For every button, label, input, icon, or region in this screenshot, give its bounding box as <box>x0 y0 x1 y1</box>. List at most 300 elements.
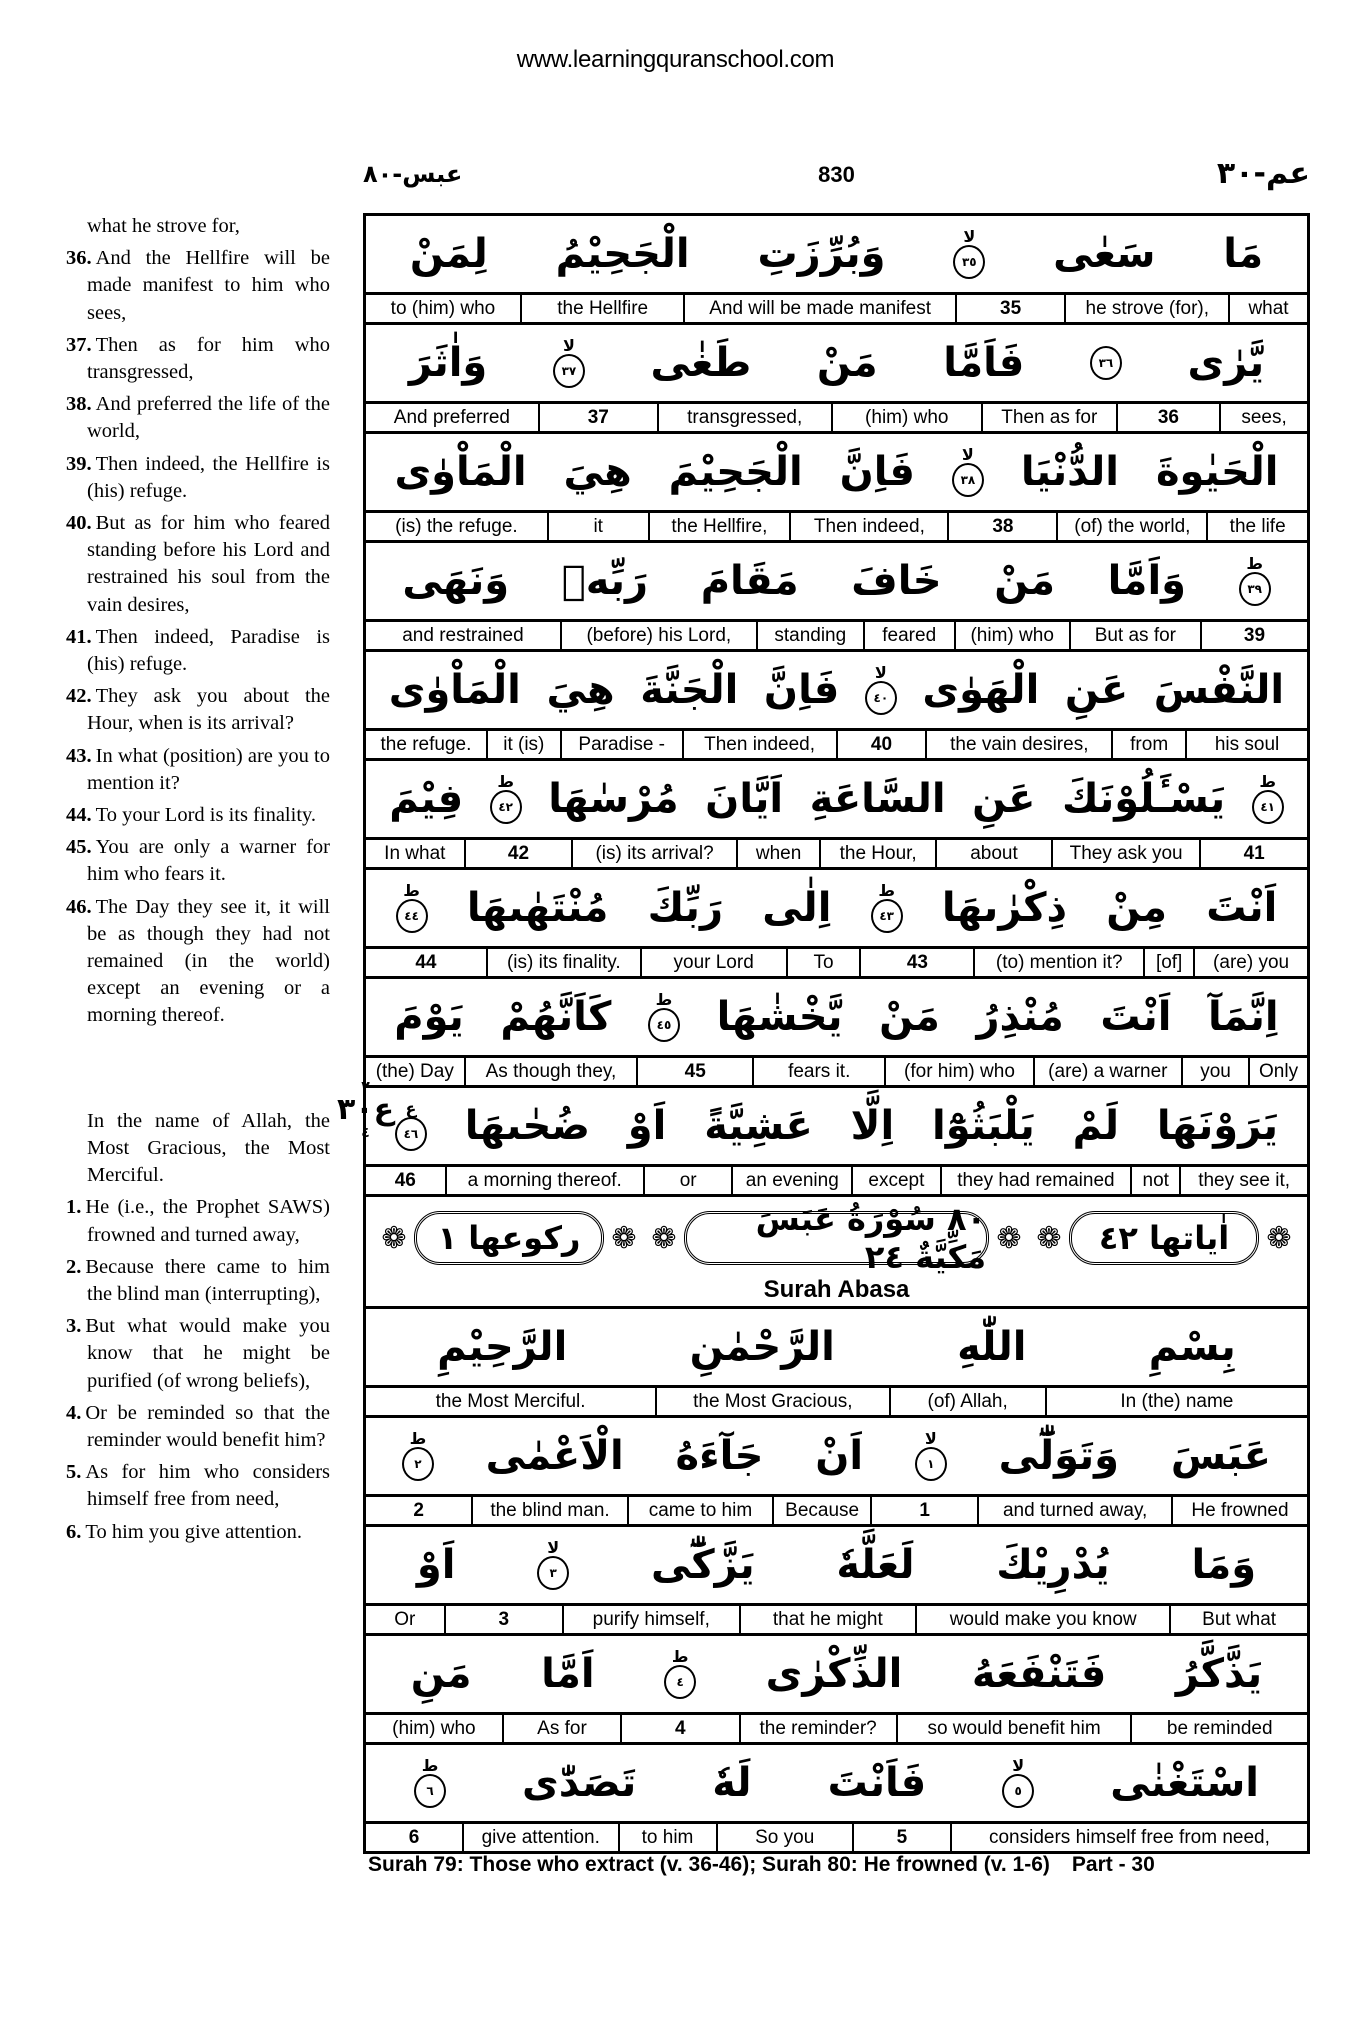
english-row <box>366 1388 1307 1418</box>
arabic-row <box>366 1745 1307 1824</box>
arabic-word: الذِّكْرٰى <box>765 1651 903 1697</box>
pause-sign: لا <box>924 1429 937 1448</box>
verse-number-cell: 37 <box>538 404 657 431</box>
arabic-row <box>366 870 1307 949</box>
word-meaning-cell: Or <box>394 1609 416 1630</box>
verse-number: 43. <box>66 744 92 767</box>
translation-verse <box>66 451 330 505</box>
verse-number-circle-icon: ٤٥ <box>648 1008 680 1042</box>
banner-frame <box>374 1200 1299 1276</box>
verse-number: 40. <box>66 512 92 535</box>
word-meaning-cell: So you <box>716 1824 852 1851</box>
word-meaning-cell: (is) its arrival? <box>571 840 736 867</box>
translation-verse <box>66 245 330 327</box>
arabic-word: تَصَدّٰى <box>522 1760 637 1806</box>
arabic-word: اَنْتَ <box>1100 994 1172 1040</box>
word-meaning-cell: and restrained <box>402 625 524 646</box>
verse-number-cell: 46 <box>394 1170 416 1191</box>
word-meaning-cell: In what <box>384 843 446 864</box>
arabic-word: يَّرٰى <box>1187 340 1265 386</box>
english-row <box>366 513 1307 543</box>
page-number: 830 <box>818 162 855 187</box>
verse-number-cell: 44 <box>415 952 437 973</box>
ruku-marker-main: ع٣٠ <box>337 1092 395 1127</box>
english-row <box>366 622 1307 652</box>
site-url: www.learningquranschool.com <box>516 46 835 73</box>
word-meaning-cell: (are) a warner <box>1033 1058 1181 1085</box>
word-meaning-cell: (the) Day <box>375 1061 454 1082</box>
arabic-word: الرَّحِيْمِ <box>437 1324 568 1370</box>
verse-translation-text: To your Lord is its finality. <box>95 804 317 827</box>
english-row <box>366 949 1307 979</box>
word-meaning-cell: not <box>1130 1167 1179 1194</box>
word-meaning-cell: Then indeed, <box>789 513 947 540</box>
arabic-word: مَنْ <box>816 340 878 386</box>
arabic-word: ذِكْرٰىهَا <box>941 885 1067 931</box>
word-meaning-cell: As though they, <box>464 1058 637 1085</box>
word-meaning-cell: an evening <box>731 1167 851 1194</box>
verse-end-marker <box>952 447 984 497</box>
pause-sign: لا <box>963 227 976 246</box>
ornament-icon: ❁ <box>1036 1221 1062 1255</box>
verse-number: 37. <box>66 333 92 356</box>
banner-surah-name: ٨٠ سُوْرَةُ عَبَسَ مَكِّيَّةٌ ٢٤ <box>684 1211 989 1265</box>
surah-header-label: عبس-٨٠ <box>363 160 463 188</box>
arabic-word: فِيْمَ <box>389 776 464 822</box>
translation-verse <box>66 683 330 737</box>
verse-number-cell: 40 <box>836 731 926 758</box>
arabic-word: فَاِنَّ <box>839 449 915 495</box>
arabic-word: بِسْمِ <box>1148 1324 1236 1370</box>
arabic-word: يَزَّكّٰٓى <box>650 1542 755 1588</box>
verse-number-circle-icon: ٣٦ <box>1090 346 1122 380</box>
word-meaning-cell: a morning thereof. <box>445 1167 643 1194</box>
word-meaning-cell: (is) the refuge. <box>395 516 518 537</box>
word-meaning-cell: came to him <box>627 1497 773 1524</box>
arabic-word: فَاَمَّا <box>943 340 1025 386</box>
arabic-word: رَبِّكَ <box>647 885 723 931</box>
arabic-word: وَنَهَى <box>402 558 510 604</box>
word-meaning-cell: fears it. <box>752 1058 884 1085</box>
translation-column <box>66 213 330 1551</box>
arabic-word: اِلٰى <box>762 885 832 931</box>
pause-sign: لا <box>547 1538 560 1557</box>
verse-translation-text: what he strove for, <box>87 215 240 237</box>
arabic-word: النَّفْسَ <box>1153 667 1285 713</box>
word-meaning-cell: what <box>1228 295 1307 322</box>
arabic-word: وَاٰثَرَ <box>408 340 488 386</box>
word-meaning-cell: (him) who <box>831 404 981 431</box>
arabic-word: الْمَاْوٰى <box>388 667 521 713</box>
arabic-word: اسْتَغْنٰى <box>1110 1760 1259 1806</box>
verse-number-cell: 38 <box>947 513 1056 540</box>
verse-number: 5. <box>66 1461 82 1484</box>
verse-translation-text: And the Hellfire will be made manifest to him who sees, <box>87 247 330 324</box>
verse-number: 44. <box>66 804 92 827</box>
verse-number: 3. <box>66 1315 82 1338</box>
arabic-word: يَّخْشٰهَا <box>716 994 843 1040</box>
english-row <box>366 1497 1307 1527</box>
verse-number: 46. <box>66 895 92 918</box>
arabic-word: اَوْ <box>416 1542 456 1588</box>
verse-end-marker <box>537 1540 569 1590</box>
arabic-word: مُرْسٰهَا <box>548 776 679 822</box>
verse-number: 41. <box>66 625 92 648</box>
verse-end-marker <box>414 1758 446 1808</box>
verse-translation-text: He (i.e., the Prophet SAWS) frowned and turned away, <box>85 1196 330 1246</box>
verse-translation-text: Then indeed, Paradise is (his) refuge. <box>87 625 330 676</box>
ruku-marker-bottom: ٤ <box>361 1125 370 1141</box>
verse-number-circle-icon: ١ <box>915 1447 947 1481</box>
verse-number-circle-icon: ٤٠ <box>865 681 897 715</box>
word-meaning-cell: it (is) <box>486 731 560 758</box>
arabic-row <box>366 652 1307 731</box>
translation-verse <box>66 510 330 619</box>
verse-translation-text: Or be reminded so that the reminder would benefit him? <box>85 1401 330 1451</box>
verse-number: 39. <box>66 452 92 475</box>
arabic-word: مَقَامَ <box>700 558 799 604</box>
arabic-word: اِلَّا <box>850 1103 895 1149</box>
verse-number-circle-icon: ٥ <box>1002 1774 1034 1808</box>
pause-sign: ط <box>403 881 420 900</box>
arabic-word: فَاِنَّ <box>763 667 840 713</box>
verse-number-cell: 36 <box>1116 404 1219 431</box>
word-meaning-cell: In (the) name <box>1045 1388 1307 1415</box>
arabic-word: مَنِ <box>410 1651 472 1697</box>
verse-number-cell: 2 <box>413 1500 424 1521</box>
word-meaning-cell: the Hour, <box>819 840 935 867</box>
arabic-row <box>366 325 1307 404</box>
word-meaning-cell: And will be made manifest <box>683 295 954 322</box>
verse-number-circle-icon: ٤١ <box>1252 790 1284 824</box>
word-meaning-cell: the reminder? <box>739 1715 896 1742</box>
translation-verse <box>66 1194 330 1248</box>
word-meaning-cell: his soul <box>1185 731 1307 758</box>
word-meaning-cell: give attention. <box>462 1824 618 1851</box>
english-row <box>366 1824 1307 1851</box>
english-row <box>366 404 1307 434</box>
arabic-word: يَوْمَ <box>394 994 464 1040</box>
word-meaning-cell: And preferred <box>393 407 510 428</box>
arabic-row <box>366 1527 1307 1606</box>
pause-sign: ط <box>497 772 514 791</box>
verse-number-cell: 41 <box>1199 840 1307 867</box>
ruku-marker-top: ٢ <box>361 1079 370 1095</box>
verse-rows-surah-80 <box>366 1309 1307 1851</box>
arabic-word: مَنْ <box>994 558 1055 604</box>
verse-number-circle-icon: ٤٦ <box>395 1117 427 1151</box>
pause-sign: ط <box>1246 554 1263 573</box>
verse-translation-text: The Day they see it, it will be as though they had not remained (in the world) except an evening or a morning thereof. <box>87 895 330 1027</box>
arabic-word: الْاَعْمٰى <box>485 1433 624 1479</box>
arabic-word: يَرَوْنَهَا <box>1156 1103 1279 1149</box>
verse-number-cell: 42 <box>464 840 572 867</box>
arabic-word: اللّٰهِ <box>957 1324 1027 1370</box>
translation-verse <box>66 1254 330 1308</box>
english-row <box>366 731 1307 761</box>
word-meaning-cell: the life <box>1206 513 1307 540</box>
english-row <box>366 840 1307 870</box>
word-meaning-cell: that he might <box>739 1606 916 1633</box>
word-meaning-cell: to (him) who <box>390 298 496 319</box>
verse-number: 4. <box>66 1401 82 1424</box>
verse-number-circle-icon: ٤٤ <box>396 899 428 933</box>
arabic-word: الْجَحِيْمُ <box>555 231 690 277</box>
arabic-word: مِنْ <box>1106 885 1167 931</box>
verse-translation-text: They ask you about the Hour, when is its arrival? <box>87 685 330 735</box>
ornament-icon: ❁ <box>381 1221 407 1255</box>
ornament-icon: ❁ <box>611 1221 637 1255</box>
translation-verse <box>66 213 330 240</box>
verse-number: 45. <box>66 836 92 859</box>
english-row <box>366 1167 1307 1197</box>
arabic-word: الْحَيٰوةَ <box>1155 449 1279 495</box>
arabic-row <box>366 1309 1307 1388</box>
word-meaning-cell: (of) Allah, <box>889 1388 1045 1415</box>
arabic-word: الدُّنْيَا <box>1020 449 1120 495</box>
verse-number-cell: 45 <box>636 1058 752 1085</box>
word-meaning-cell: he strove (for), <box>1064 295 1228 322</box>
arabic-word: اَنْ <box>815 1433 864 1479</box>
verse-translation-text: Then indeed, the Hellfire is (his) refuge. <box>87 452 330 502</box>
word-meaning-cell: the refuge. <box>380 734 472 755</box>
page-header <box>363 156 1310 200</box>
verse-number: 42. <box>66 685 92 708</box>
translation-verse <box>66 894 330 1030</box>
word-meaning-cell: or <box>643 1167 731 1194</box>
verse-number-cell: 43 <box>859 949 973 976</box>
verse-number: 38. <box>66 393 92 416</box>
verse-translation-text: Then as for him who transgressed, <box>87 333 330 384</box>
arabic-word: لَهٗ <box>712 1760 752 1806</box>
verse-end-marker <box>648 992 680 1042</box>
word-meaning-cell: (him) who <box>954 622 1069 649</box>
word-meaning-cell: the Hellfire, <box>648 513 790 540</box>
arabic-word: السَّاعَةِ <box>809 776 946 822</box>
verse-number-circle-icon: ٤٢ <box>490 790 522 824</box>
verse-end-marker <box>396 883 428 933</box>
arabic-word: الْمَاْوٰى <box>394 449 527 495</box>
verse-number-cell: 3 <box>444 1606 562 1633</box>
arabic-row <box>366 216 1307 295</box>
verse-number-circle-icon: ٤٣ <box>871 899 903 933</box>
word-meaning-cell: transgressed, <box>657 404 831 431</box>
pause-sign: ط <box>878 881 895 900</box>
word-meaning-cell: about <box>935 840 1051 867</box>
word-meaning-cell: (of) the world, <box>1056 513 1206 540</box>
arabic-row <box>366 979 1307 1058</box>
verse-number-circle-icon: ٣ <box>537 1556 569 1590</box>
word-meaning-cell: and turned away, <box>977 1497 1171 1524</box>
pause-sign: لا <box>874 663 887 682</box>
word-meaning-cell: (to) mention it? <box>973 949 1143 976</box>
word-meaning-cell: To <box>786 949 860 976</box>
arabic-word: اَوْ <box>627 1103 667 1149</box>
verse-translation-text: And preferred the life of the world, <box>87 393 330 443</box>
pause-sign: ط <box>409 1429 427 1448</box>
verse-number-circle-icon: ٣٩ <box>1239 572 1271 606</box>
word-meaning-cell: would make you know <box>915 1606 1169 1633</box>
verse-end-marker <box>664 1649 696 1699</box>
page-footer <box>368 1853 1155 1877</box>
english-row <box>366 1715 1307 1745</box>
word-meaning-cell: the vain desires, <box>925 731 1111 758</box>
word-meaning-cell: sees, <box>1219 404 1307 431</box>
arabic-word: مُنْتَهٰىهَا <box>466 885 609 931</box>
word-meaning-cell: be reminded <box>1130 1715 1307 1742</box>
verse-end-marker <box>395 1101 427 1151</box>
arabic-word: جَآءَهُ <box>675 1433 764 1479</box>
arabic-row <box>366 761 1307 840</box>
verse-end-marker <box>1252 774 1284 824</box>
arabic-word: اَنْتَ <box>1206 885 1278 931</box>
verse-end-marker <box>490 774 522 824</box>
translation-verse <box>66 1400 330 1454</box>
verse-translation-text: But what would make you know that he might be purified (of wrong beliefs), <box>85 1315 330 1392</box>
arabic-word: يَذَّكَّرُ <box>1175 1651 1263 1697</box>
verse-number: 6. <box>66 1520 82 1543</box>
word-meaning-cell: But what <box>1169 1606 1307 1633</box>
translation-verse <box>66 1108 330 1190</box>
arabic-word: طَغٰى <box>650 340 752 386</box>
ornament-icon: ❁ <box>1266 1221 1292 1255</box>
word-meaning-cell: (are) you <box>1193 949 1307 976</box>
arabic-word: فَاَنْتَ <box>827 1760 927 1806</box>
word-meaning-cell: to him <box>618 1824 716 1851</box>
verse-end-marker <box>915 1431 947 1481</box>
arabic-word: يُدْرِيْكَ <box>996 1542 1110 1588</box>
ornament-icon: ❁ <box>651 1221 677 1255</box>
word-meaning-cell: As for <box>502 1715 620 1742</box>
arabic-word: عَبَسَ <box>1170 1433 1272 1479</box>
arabic-word: هِيَ <box>546 667 615 713</box>
verse-translation-text: In the name of Allah, the Most Gracious, the Most Merciful. <box>87 1109 330 1187</box>
verse-end-marker <box>865 665 897 715</box>
arabic-word: مَا <box>1223 231 1264 277</box>
translation-verse <box>66 802 330 829</box>
arabic-word: كَاَنَّهُمْ <box>500 994 612 1040</box>
word-meaning-cell: Then as for <box>981 404 1116 431</box>
ornament-icon: ❁ <box>996 1221 1022 1255</box>
arabic-word: خَافَ <box>851 558 942 604</box>
verse-end-marker <box>1239 556 1271 606</box>
pause-sign: ط <box>671 1647 689 1666</box>
translation-verse <box>66 1459 330 1513</box>
verse-number-circle-icon: ٣٨ <box>952 463 984 497</box>
pause-sign: ع <box>405 1099 417 1118</box>
verse-number-circle-icon: ٢ <box>402 1447 434 1481</box>
verse-number: 36. <box>66 247 92 270</box>
arabic-row <box>366 1418 1307 1497</box>
verse-number-cell: 1 <box>870 1497 977 1524</box>
verse-translation-text: But as for him who feared standing before his Lord and restrained his soul from the vain desires, <box>87 512 330 616</box>
arabic-row <box>366 1636 1307 1715</box>
arabic-word: وَمَا <box>1191 1542 1257 1588</box>
arabic-word: مَنْ <box>879 994 940 1040</box>
arabic-row <box>366 1088 1307 1167</box>
verse-translation-text: Because there came to him the blind man (interrupting), <box>85 1255 330 1305</box>
translation-verse <box>66 743 330 797</box>
verse-number-circle-icon: ٣٥ <box>953 245 985 279</box>
word-meaning-cell: [of] <box>1143 949 1193 976</box>
word-meaning-cell: They ask you <box>1051 840 1199 867</box>
word-meaning-cell: Then indeed, <box>682 731 836 758</box>
translation-verse <box>66 834 330 888</box>
verse-number-cell: 4 <box>620 1715 738 1742</box>
word-meaning-cell: (before) his Lord, <box>560 622 756 649</box>
word-meaning-cell: from <box>1111 731 1185 758</box>
verse-number-circle-icon: ٣٧ <box>553 354 585 388</box>
word-meaning-cell: Paradise - <box>560 731 682 758</box>
footer-caption: Surah 79: Those who extract (v. 36-46); Surah 80: He frowned (v. 1-6) <box>368 1853 1050 1876</box>
word-meaning-cell: standing <box>756 622 863 649</box>
word-meaning-cell: Only <box>1248 1058 1307 1085</box>
arabic-word: هِيَ <box>563 449 632 495</box>
word-meaning-cell: (him) who <box>392 1718 476 1739</box>
word-meaning-cell: He frowned <box>1171 1497 1307 1524</box>
surah-banner <box>366 1197 1307 1309</box>
translation-verse <box>66 624 330 678</box>
translation-verse <box>66 391 330 445</box>
pause-sign: ط <box>421 1756 439 1775</box>
arabic-word: اِنَّمَآ <box>1208 994 1279 1040</box>
verse-rows-surah-79 <box>366 216 1307 1197</box>
word-meaning-cell: feared <box>863 622 954 649</box>
word-meaning-cell: they had remained <box>940 1167 1131 1194</box>
verse-number-cell: 5 <box>852 1824 950 1851</box>
arabic-word: عَشِيَّةً <box>704 1103 813 1149</box>
verse-end-marker <box>871 883 903 933</box>
juz-header-label: عم-٣٠ <box>1216 156 1310 191</box>
pause-sign: لا <box>961 445 974 464</box>
word-meaning-cell: except <box>851 1167 939 1194</box>
verse-end-marker <box>553 338 585 388</box>
word-meaning-cell: purify himself, <box>562 1606 739 1633</box>
arabic-word: لَمْ <box>1072 1103 1119 1149</box>
verse-translation-text: To him you give attention. <box>85 1520 303 1543</box>
word-meaning-cell: when <box>736 840 819 867</box>
arabic-word: فَتَنْفَعَهُ <box>971 1651 1107 1697</box>
arabic-word: الرَّحْمٰنِ <box>689 1324 835 1370</box>
arabic-word: لِمَنْ <box>409 231 488 277</box>
arabic-word: الْهَوٰى <box>922 667 1040 713</box>
banner-ayat-count: اٰياتها ٤٢ <box>1069 1211 1259 1265</box>
arabic-word: رَبِّهٖ <box>561 558 649 604</box>
arabic-row <box>366 543 1307 622</box>
verse-end-marker <box>1002 1758 1034 1808</box>
word-meaning-cell: they see it, <box>1179 1167 1307 1194</box>
translation-verse <box>66 1313 330 1395</box>
verse-number-cell: 39 <box>1200 622 1307 649</box>
arabic-word: ضُحٰىهَا <box>464 1103 590 1149</box>
arabic-word: الْجَحِيْمَ <box>668 449 803 495</box>
english-row <box>366 1058 1307 1088</box>
word-meaning-cell: so would benefit him <box>896 1715 1131 1742</box>
arabic-word: سَعٰى <box>1053 231 1156 277</box>
arabic-word: اَمَّا <box>541 1651 595 1697</box>
pause-sign: لا <box>562 336 575 355</box>
word-meaning-cell: it <box>547 513 648 540</box>
word-meaning-cell: you <box>1181 1058 1248 1085</box>
word-meaning-cell: the Most Gracious, <box>655 1388 888 1415</box>
arabic-word: اَيَّانَ <box>705 776 784 822</box>
word-meaning-cell: But as for <box>1069 622 1200 649</box>
arabic-word: وَبُرِّزَتِ <box>757 231 886 277</box>
verse-end-marker <box>1090 346 1122 380</box>
surah-title: Surah Abasa <box>763 1276 910 1303</box>
arabic-word: وَتَوَلّٰٓى <box>998 1433 1120 1479</box>
word-by-word-table <box>363 213 1310 1854</box>
